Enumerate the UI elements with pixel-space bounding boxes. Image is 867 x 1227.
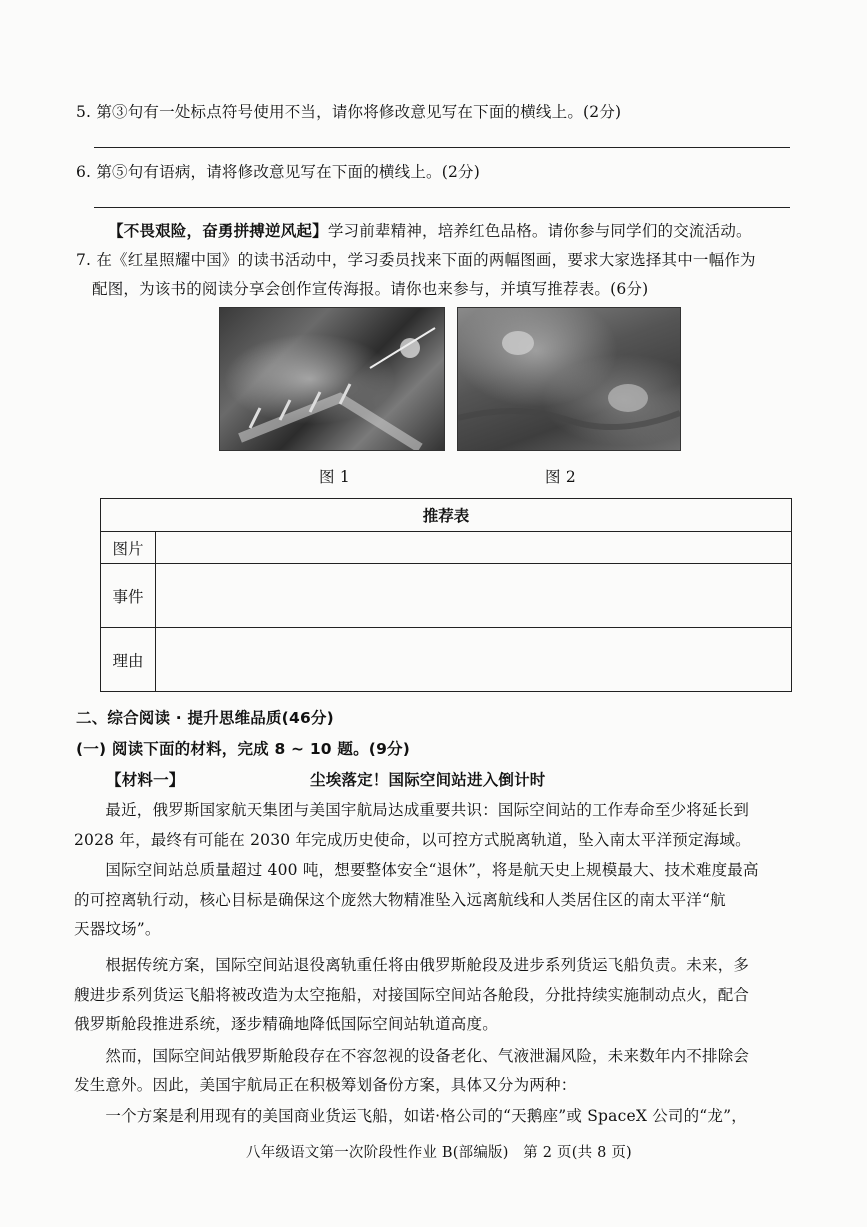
question-7-line-1: 7. 在《红星照耀中国》的读书活动中，学习委员找来下面的两幅图画，要求大家选择其中一幅作为	[76, 251, 756, 269]
question-5: 5. 第③句有一处标点符号使用不当，请你将修改意见写在下面的横线上。(2分)	[76, 103, 622, 121]
section-theme	[108, 219, 752, 241]
paragraph-line: 然而，国际空间站俄罗斯舱段存在不容忽视的设备老化、气液泄漏风险，未来数年内不排除会	[74, 1047, 750, 1065]
figure-2-caption: 图 2	[545, 468, 576, 486]
figure-1-image	[219, 307, 445, 451]
table-row-event	[101, 564, 792, 628]
row-label-picture: 图片	[101, 532, 156, 564]
paragraph-line: 俄罗斯舱段推进系统，逐步精确地降低国际空间站轨道高度。	[74, 1015, 498, 1033]
recommendation-table	[100, 498, 792, 692]
figure-2-illustration	[458, 308, 680, 450]
figure-1-caption: 图 1	[319, 468, 350, 486]
table-row-picture	[101, 532, 792, 564]
answer-line-q6[interactable]	[94, 207, 790, 208]
paragraph-line: 根据传统方案，国际空间站退役离轨重任将由俄罗斯舱段及进步系列货运飞船负责。未来，多	[74, 956, 750, 974]
page-footer: 八年级语文第一次阶段性作业 B(部编版) 第 2 页(共 8 页)	[246, 1145, 632, 1161]
row-label-event: 事件	[101, 564, 156, 628]
paragraph-line: 天器坟场”。	[74, 920, 161, 938]
part-2-heading: 二、综合阅读 · 提升思维品质(46分)	[76, 709, 334, 727]
section-theme-text: 学习前辈精神，培养红色品格。请你参与同学们的交流活动。	[327, 222, 752, 240]
table-row-reason	[101, 628, 792, 692]
row-label-reason: 理由	[101, 628, 156, 692]
figure-1-illustration	[220, 308, 444, 450]
paragraph-line: 国际空间站总质量超过 400 吨，想要整体安全“退休”，将是航天史上规模最大、技术难度最高	[74, 861, 759, 879]
row-field-event[interactable]	[156, 564, 792, 628]
question-6: 6. 第⑤句有语病，请将修改意见写在下面的横线上。(2分)	[76, 163, 480, 181]
part-2-sub-heading: (一) 阅读下面的材料，完成 8 ~ 10 题。(9分)	[76, 740, 411, 758]
paragraph-line: 的可控离轨行动，核心目标是确保这个庞然大物精准坠入远离航线和人类居住区的南太平洋“航	[74, 891, 726, 909]
paragraph-line: 一个方案是利用现有的美国商业货运飞船，如诺·格公司的“天鹅座”或 SpaceX 公司的“龙”，	[74, 1107, 747, 1125]
table-title: 推荐表	[101, 499, 792, 532]
row-field-picture[interactable]	[156, 532, 792, 564]
paragraph-line: 艘进步系列货运飞船将被改造为太空拖船，对接国际空间站各舱段，分批持续实施制动点火，配合	[74, 986, 750, 1004]
figure-2-image	[457, 307, 681, 451]
row-field-reason[interactable]	[156, 628, 792, 692]
question-7-line-2: 配图，为该书的阅读分享会创作宣传海报。请你也来参与，并填写推荐表。(6分)	[92, 280, 649, 298]
material-title: 尘埃落定！国际空间站进入倒计时	[310, 771, 546, 789]
paragraph-line: 最近，俄罗斯国家航天集团与美国宇航局达成重要共识：国际空间站的工作寿命至少将延长到	[74, 801, 750, 819]
section-theme-bracket: 【不畏艰险，奋勇拼搏逆风起】	[108, 222, 328, 240]
paragraph-line: 发生意外。因此，美国宇航局正在积极筹划备份方案，具体又分为两种：	[74, 1076, 577, 1094]
paragraph-line: 2028 年，最终有可能在 2030 年完成历史使命，以可控方式脱离轨道，坠入南太平洋预定海域。	[74, 831, 751, 849]
material-label: 【材料一】	[106, 771, 185, 789]
answer-line-q5[interactable]	[94, 147, 790, 148]
